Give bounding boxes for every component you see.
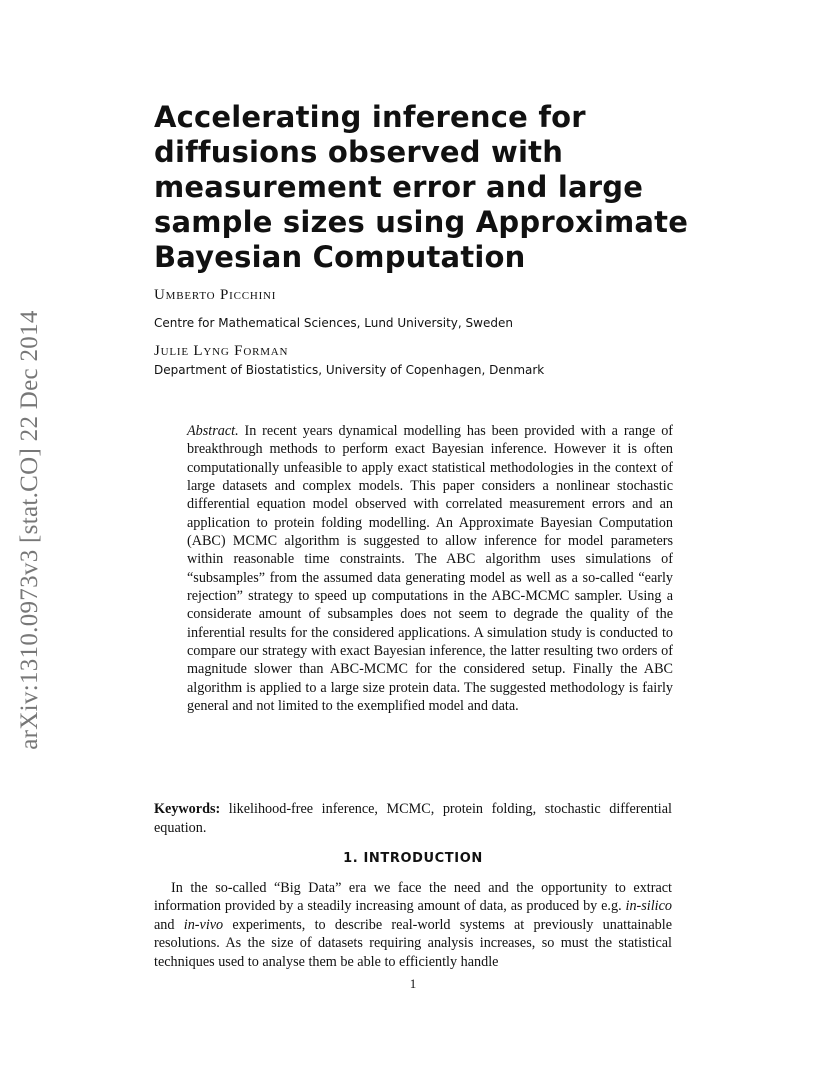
author-name: Umberto Picchini [154,287,277,303]
intro-emphasis: in-vivo [183,916,224,933]
author-name: Julie Lyng Forman [154,343,289,359]
intro-text: In the so-called “Big Data” era we face the need and the opportunity to extract information provided by a steadily increasing amount of data, as produced by e.g. [154,880,672,915]
section-heading: 1. INTRODUCTION [343,851,483,866]
title-line: sample sizes using Approximate [154,205,689,239]
intro-paragraph [154,879,672,971]
paper-title [154,100,689,275]
page-number: 1 [409,976,417,991]
author-affiliation: Department of Biostatistics, University of Copenhagen, Denmark [154,363,545,377]
intro-text: and [154,916,184,933]
author-affiliation: Centre for Mathematical Sciences, Lund University, Sweden [154,316,513,330]
title-line: measurement error and large [154,170,644,204]
abstract [187,422,673,716]
intro-emphasis: in-silico [625,898,672,915]
keywords-text: likelihood-free inference, MCMC, protein folding, stochastic differential equation. [154,801,672,836]
title-line: diffusions observed with [154,135,564,169]
arxiv-identifier: arXiv:1310.0973v3 [stat.CO] 22 Dec 2014 [16,310,43,750]
keywords-label: Keywords: [154,801,221,817]
intro-text: experiments, to describe real-world systems at previously unattainable resolutions. As the size of datasets requiring analysis increases, so must the statistical techniques used to analyse them be able to efficiently handle [154,916,672,970]
keywords [154,800,672,837]
title-line: Accelerating inference for [154,100,586,134]
abstract-text: In recent years dynamical modelling has been provided with a range of breakthrough methods to perform exact Bayesian inference. However it is often computationally unfeasible to apply exact statistical methodologies in the context of large datasets and complex models. This paper considers a nonlinear stochastic differential equation model observed with correlated measurement errors and an application to protein folding modelling. An Approximate Bayesian Computation (ABC) MCMC algorithm is suggested to allow inference for model parameters within reasonable time constraints. The ABC algorithm uses simulations of “subsamples” from the assumed data generating model as well as a so-called “early rejection” strategy to speed up computations in the ABC-MCMC sampler. Using a considerate amount of subsamples does not seem to degrade the quality of the inferential results for the considered applications. A simulation study is conducted to compare our strategy with exact Bayesian inference, the latter resulting two orders of magnitude slower than ABC-MCMC for the considered setup. Finally the ABC algorithm is applied to a large size protein data. The suggested methodology is fairly general and not limited to the exemplified model and data. [187,423,674,715]
title-line: Bayesian Computation [154,240,526,274]
abstract-label: Abstract. [187,423,239,439]
